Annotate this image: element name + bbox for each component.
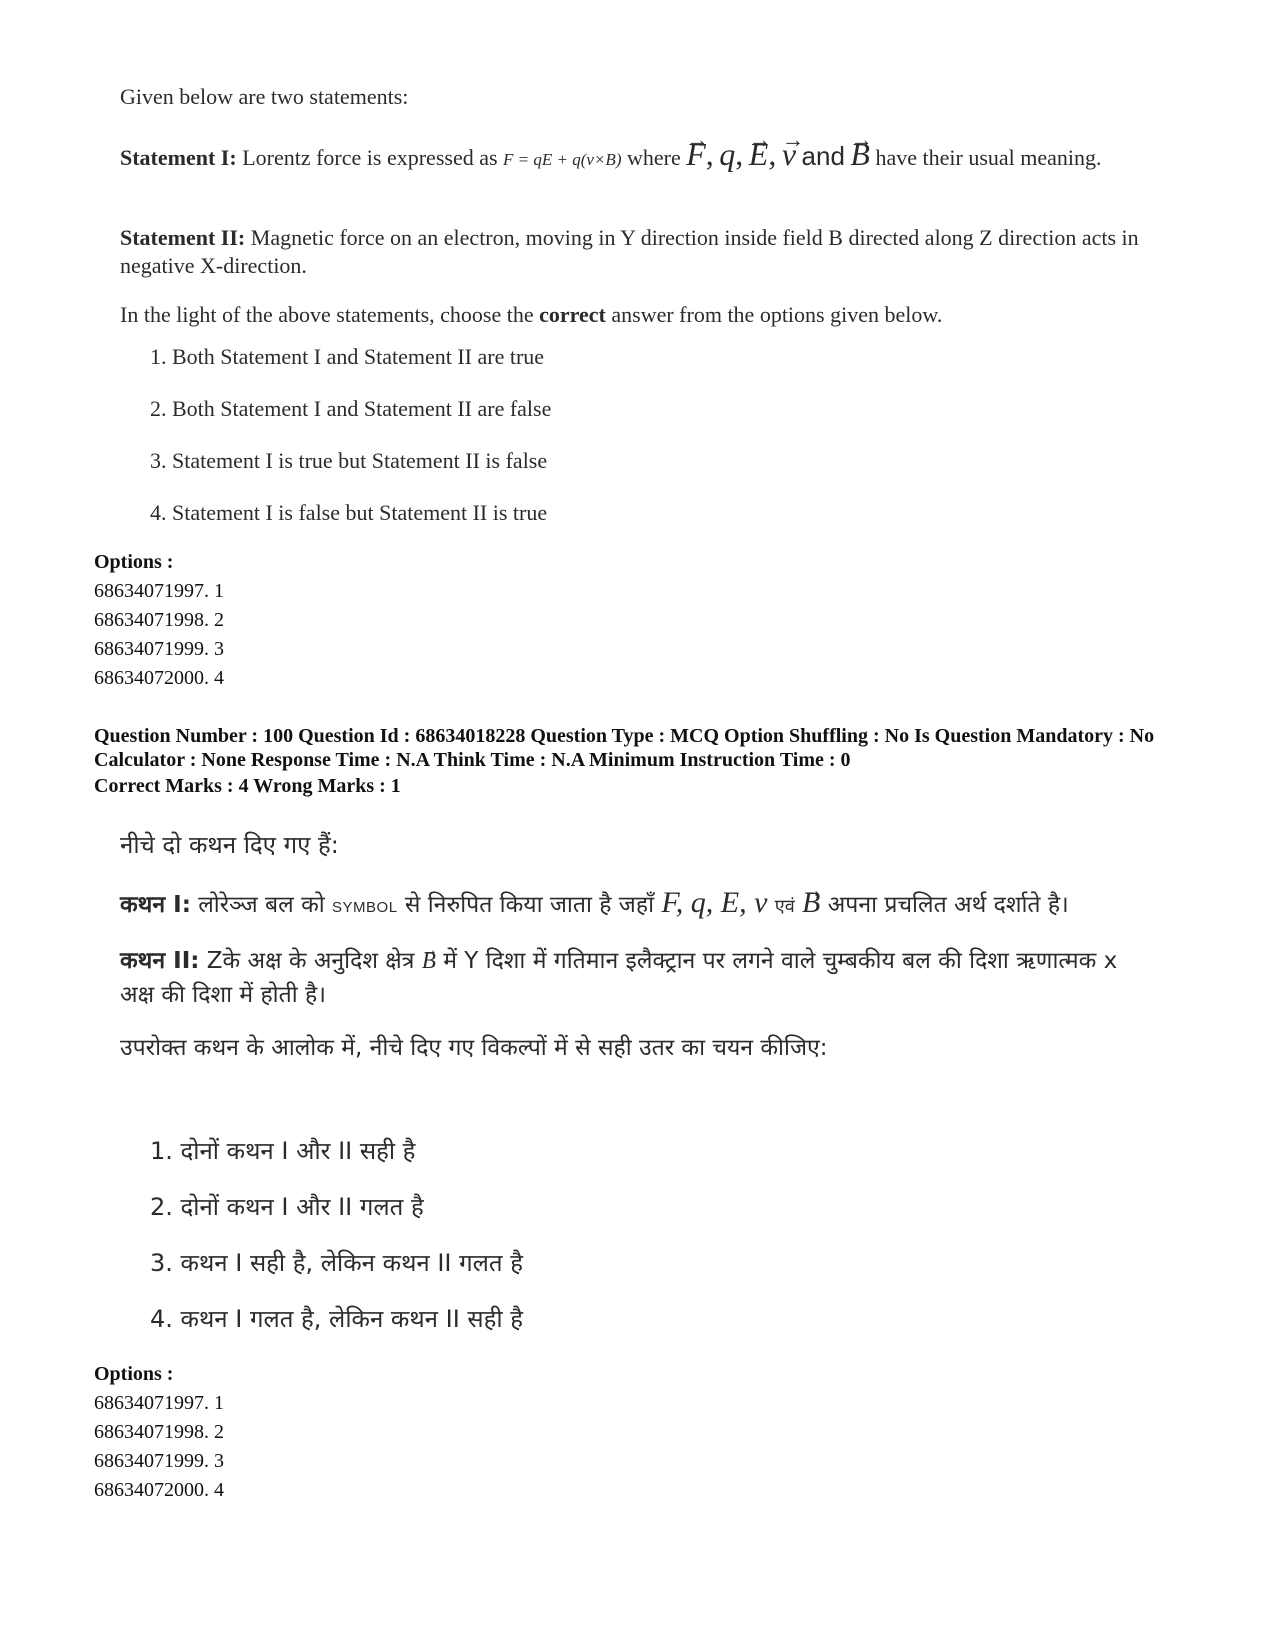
symbol-F: → F: [686, 140, 706, 168]
hindi-statement-2: [120, 944, 1130, 1012]
hindi-instruction: उपरोक्त कथन के आलोक में, नीचे दिए गए विकल्पों में से सही उतर का चयन कीजिए:: [120, 1035, 828, 1061]
hindi-option-1: 1. दोनों कथन I और II सही है: [150, 1137, 416, 1165]
option-id-row: 68634071999. 3: [94, 638, 224, 660]
options-title: Options :: [94, 551, 174, 573]
english-statement-2: [120, 224, 1160, 280]
question-metadata-line: Question Number : 100 Question Id : 68634018228 Question Type : MCQ Option Shuffling : No Is Question Mandatory : No Calculator : None Response Time : N.A Think Time : N.A Minimum Instruction Time : 0: [94, 725, 1155, 771]
english-option-4: 4. Statement I is false but Statement II is true: [150, 500, 548, 525]
options-title: Options :: [94, 1363, 174, 1385]
english-option-2: 2. Both Statement I and Statement II are false: [150, 396, 552, 421]
hindi-symbol-B: → B: [802, 886, 820, 920]
hindi-statement-1-pre: लोरेञ्ज बल को: [198, 892, 325, 918]
option-id-row: 68634071999. 3: [94, 1450, 224, 1472]
hindi-statement-1: [120, 886, 1180, 925]
hindi-statement-2-post: में Y दिशा में गतिमान इलैक्ट्रान पर लगने वाले चुम्बकीय बल की दिशा ऋणात्मक x अक्ष की दिशा में होती है।: [120, 948, 1118, 1008]
english-option-3: 3. Statement I is true but Statement II is false: [150, 448, 548, 473]
english-statement-1: Statement I: Lorentz force is expressed as F = qE + q(v×B) where → F, q, → E, → v and → B have their usual meaning.: [120, 140, 1160, 174]
option-id-row: 68634072000. 4: [94, 1479, 224, 1501]
option-id-row: 68634071998. 2: [94, 1421, 224, 1443]
statement-2-label: Statement II:: [120, 225, 246, 250]
hindi-statement-1-label: कथन I:: [120, 892, 191, 918]
options-block-2: [94, 1360, 224, 1505]
hindi-statement-1-post: अपना प्रचलित अर्थ दर्शाते है।: [827, 892, 1069, 918]
question-metadata: [94, 724, 1184, 798]
option-id-row: 68634071998. 2: [94, 609, 224, 631]
hindi-statement-2-B: → B: [422, 944, 436, 978]
option-id-row: 68634072000. 4: [94, 667, 224, 689]
statement-1-post: have their usual meaning.: [875, 145, 1102, 170]
english-option-1: 1. Both Statement I and Statement II are true: [150, 344, 545, 369]
symbol-placeholder: SYMBOL: [332, 899, 398, 916]
option-id-row: 68634071997. 1: [94, 1392, 224, 1414]
hindi-statement-1-and: एवं: [774, 896, 795, 917]
instruction-pre: In the light of the above statements, choose the: [120, 302, 534, 327]
hindi-statement-2-label: कथन II:: [120, 948, 200, 974]
hindi-option-3: 3. कथन I सही है, लेकिन कथन II गलत है: [150, 1249, 523, 1277]
statement-1-pre: Lorentz force is expressed as: [242, 145, 498, 170]
statement-2-text: Magnetic force on an electron, moving in Y direction inside field B directed along Z direction acts in negative X-direction.: [120, 225, 1139, 278]
hindi-statement-2-pre: Zके अक्ष के अनुदिश क्षेत्र: [206, 948, 415, 974]
symbol-B: → B: [850, 140, 870, 168]
symbol-E: → E: [749, 140, 769, 168]
options-block-1: [94, 548, 224, 693]
symbol-q: q: [719, 136, 736, 172]
option-id-row: 68634071997. 1: [94, 580, 224, 602]
instruction-post: answer from the options given below.: [611, 302, 943, 327]
english-instruction: [120, 302, 942, 328]
hindi-statement-1-mid: से निरुपित किया जाता है जहाँ: [404, 892, 655, 918]
marks-line: Correct Marks : 4 Wrong Marks : 1: [94, 775, 401, 797]
statement-1-and: and: [801, 141, 845, 171]
instruction-bold: correct: [539, 302, 606, 327]
statement-1-label: Statement I:: [120, 145, 237, 170]
english-intro: Given below are two statements:: [120, 84, 409, 109]
hindi-intro: नीचे दो कथन दिए गए हैं:: [120, 831, 339, 859]
statement-1-where: where: [626, 145, 681, 170]
symbol-v: → v: [782, 140, 796, 168]
hindi-option-2: 2. दोनों कथन I और II गलत है: [150, 1193, 424, 1221]
lorentz-formula: F = qE + q(v×B): [503, 150, 622, 169]
hindi-symbols: F, q, E, v: [661, 886, 768, 919]
hindi-option-4: 4. कथन I गलत है, लेकिन कथन II सही है: [150, 1305, 523, 1333]
